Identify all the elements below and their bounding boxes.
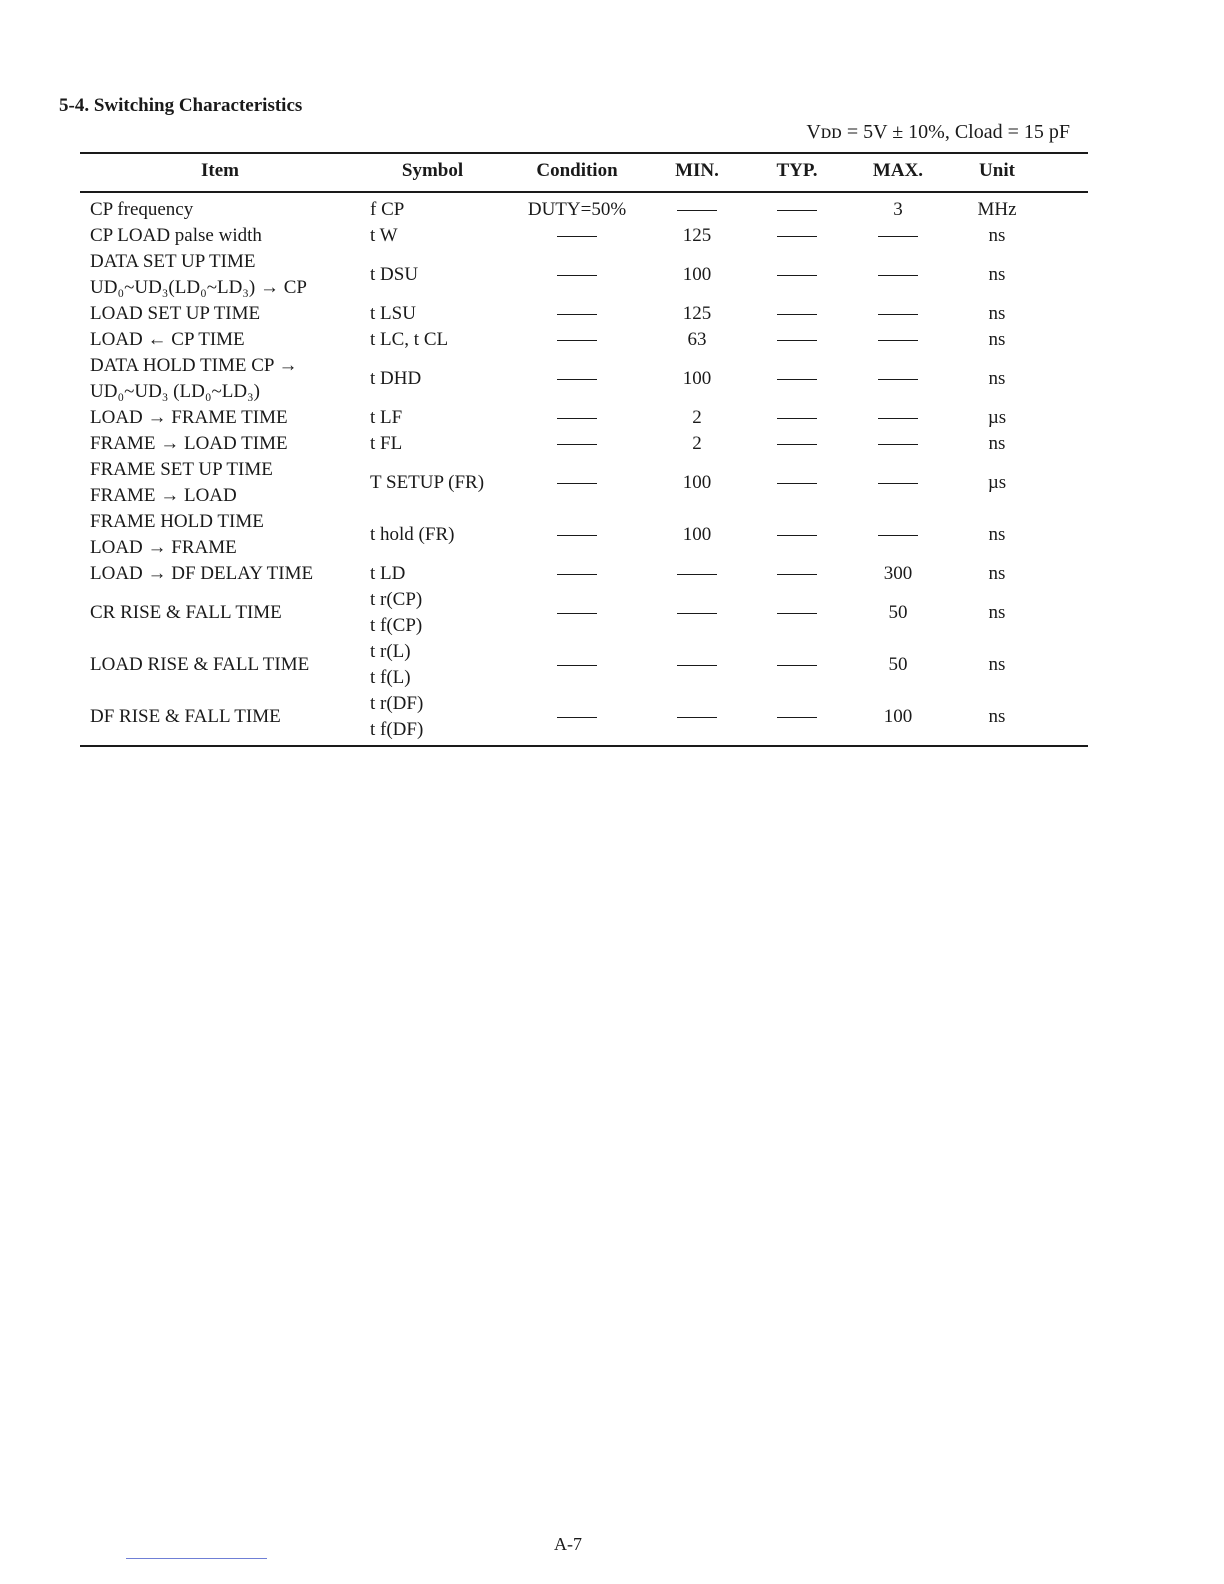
typ-cell-empty bbox=[757, 197, 837, 223]
max-cell-empty bbox=[858, 522, 938, 548]
condition-cell-empty bbox=[517, 262, 637, 288]
unit-cell: ns bbox=[988, 303, 1006, 324]
symbol-cell bbox=[370, 197, 404, 223]
empty-dash bbox=[557, 574, 597, 575]
typ-cell-empty bbox=[757, 600, 837, 626]
item-cell bbox=[90, 197, 193, 223]
empty-dash bbox=[777, 236, 817, 237]
min-cell: 100 bbox=[682, 524, 712, 545]
empty-dash bbox=[777, 418, 817, 419]
item-cell bbox=[90, 561, 313, 587]
min-cell: 2 bbox=[692, 407, 702, 428]
item-cell-line: UD₀~UD₃ (LD₀~LD₃) bbox=[90, 381, 260, 402]
unit-cell: MHz bbox=[977, 199, 1017, 220]
typ-cell-empty bbox=[757, 405, 837, 431]
symbol-cell-line: t f(DF) bbox=[370, 719, 424, 740]
page-number: A-7 bbox=[554, 1534, 582, 1554]
item-cell-line: LOAD SET UP TIME bbox=[90, 303, 261, 324]
item-cell bbox=[90, 301, 260, 327]
empty-dash bbox=[777, 340, 817, 341]
empty-dash bbox=[878, 444, 918, 445]
condition-cell-empty bbox=[517, 561, 637, 587]
unit-cell: µs bbox=[987, 472, 1007, 493]
item-cell bbox=[90, 327, 245, 353]
header-symbol: Symbol bbox=[401, 160, 464, 181]
symbol-cell-line: t DSU bbox=[370, 264, 419, 285]
empty-dash bbox=[878, 236, 918, 237]
symbol-cell-line: t LC, t CL bbox=[370, 329, 449, 350]
header-typ: TYP. bbox=[776, 160, 818, 181]
typ-cell-empty bbox=[757, 470, 837, 496]
empty-dash bbox=[878, 418, 918, 419]
empty-dash bbox=[677, 717, 717, 718]
unit-cell: ns bbox=[988, 563, 1006, 584]
empty-dash bbox=[878, 483, 918, 484]
unit-cell: ns bbox=[988, 264, 1006, 285]
symbol-cell-line: f CP bbox=[370, 199, 405, 220]
empty-dash bbox=[777, 210, 817, 211]
typ-cell-empty bbox=[757, 561, 837, 587]
max-cell: 100 bbox=[883, 706, 913, 727]
empty-dash bbox=[677, 574, 717, 575]
table-top-rule bbox=[80, 152, 1088, 154]
empty-dash bbox=[557, 535, 597, 536]
symbol-cell-line: t W bbox=[370, 225, 398, 246]
header-item: Item bbox=[201, 160, 239, 181]
max-cell: 50 bbox=[888, 602, 908, 623]
empty-dash bbox=[878, 535, 918, 536]
typ-cell-empty bbox=[757, 301, 837, 327]
empty-dash bbox=[777, 574, 817, 575]
empty-dash bbox=[557, 665, 597, 666]
symbol-cell bbox=[370, 405, 402, 431]
unit-cell: ns bbox=[988, 225, 1006, 246]
item-cell bbox=[90, 600, 282, 626]
typ-cell-empty bbox=[757, 366, 837, 392]
unit-cell: ns bbox=[988, 706, 1006, 727]
empty-dash bbox=[878, 379, 918, 380]
condition-cell-empty bbox=[517, 470, 637, 496]
symbol-cell-line: t r(CP) bbox=[370, 589, 423, 610]
item-cell-line: DATA HOLD TIME CP → bbox=[90, 355, 298, 376]
min-cell: 125 bbox=[682, 225, 712, 246]
empty-dash bbox=[777, 535, 817, 536]
empty-dash bbox=[878, 275, 918, 276]
item-cell bbox=[90, 249, 307, 301]
max-cell-empty bbox=[858, 301, 938, 327]
empty-dash bbox=[677, 613, 717, 614]
max-cell-empty bbox=[858, 223, 938, 249]
symbol-cell bbox=[370, 561, 405, 587]
symbol-cell bbox=[370, 470, 484, 496]
max-cell-empty bbox=[858, 470, 938, 496]
min-cell-empty bbox=[657, 197, 737, 223]
symbol-cell bbox=[370, 327, 448, 353]
item-cell-line: DF RISE & FALL TIME bbox=[90, 706, 281, 727]
empty-dash bbox=[878, 340, 918, 341]
unit-cell: ns bbox=[988, 654, 1006, 675]
max-cell-empty bbox=[858, 431, 938, 457]
max-cell-empty bbox=[858, 327, 938, 353]
unit-cell: ns bbox=[988, 524, 1006, 545]
empty-dash bbox=[557, 314, 597, 315]
empty-dash bbox=[777, 717, 817, 718]
min-cell-empty bbox=[657, 704, 737, 730]
symbol-cell bbox=[370, 431, 402, 457]
max-cell-empty bbox=[858, 262, 938, 288]
section-title: 5-4. Switching Characteristics bbox=[59, 95, 303, 116]
empty-dash bbox=[777, 665, 817, 666]
min-cell: 2 bbox=[692, 433, 702, 454]
symbol-cell-line: t hold (FR) bbox=[370, 524, 455, 545]
condition-cell-empty bbox=[517, 704, 637, 730]
empty-dash bbox=[557, 483, 597, 484]
condition-cell-empty bbox=[517, 405, 637, 431]
header-unit: Unit bbox=[979, 160, 1015, 181]
empty-dash bbox=[557, 418, 597, 419]
typ-cell-empty bbox=[757, 704, 837, 730]
test-conditions: Vᴅᴅ = 5V ± 10%, Cload = 15 pF bbox=[806, 121, 1070, 143]
item-cell bbox=[90, 652, 309, 678]
item-cell-line: LOAD RISE & FALL TIME bbox=[90, 654, 310, 675]
header-max: MAX. bbox=[872, 160, 924, 181]
item-cell bbox=[90, 509, 264, 561]
symbol-cell-line: t f(L) bbox=[370, 667, 411, 688]
item-cell-line: LOAD → FRAME TIME bbox=[90, 407, 288, 428]
unit-cell: ns bbox=[988, 602, 1006, 623]
empty-dash bbox=[557, 613, 597, 614]
symbol-cell-line: t FL bbox=[370, 433, 403, 454]
item-cell bbox=[90, 457, 273, 509]
symbol-cell-line: t LD bbox=[370, 563, 406, 584]
symbol-cell bbox=[370, 262, 418, 288]
symbol-cell-line: T SETUP (FR) bbox=[370, 472, 485, 493]
unit-cell: ns bbox=[988, 368, 1006, 389]
item-cell bbox=[90, 405, 288, 431]
min-cell: 100 bbox=[682, 264, 712, 285]
empty-dash bbox=[777, 613, 817, 614]
min-cell-empty bbox=[657, 652, 737, 678]
item-cell-line: CP LOAD palse width bbox=[90, 225, 262, 246]
max-cell-empty bbox=[858, 366, 938, 392]
max-cell-empty bbox=[858, 405, 938, 431]
max-cell: 3 bbox=[893, 199, 903, 220]
item-cell-line: LOAD → DF DELAY TIME bbox=[90, 563, 314, 584]
min-cell-empty bbox=[657, 561, 737, 587]
item-cell bbox=[90, 704, 281, 730]
min-cell: 125 bbox=[682, 303, 712, 324]
condition-cell-empty bbox=[517, 522, 637, 548]
condition-cell-empty bbox=[517, 652, 637, 678]
empty-dash bbox=[557, 379, 597, 380]
item-cell-line: CP frequency bbox=[90, 199, 194, 220]
item-cell-line: FRAME HOLD TIME bbox=[90, 511, 264, 532]
item-cell bbox=[90, 431, 288, 457]
typ-cell-empty bbox=[757, 431, 837, 457]
item-cell bbox=[90, 353, 298, 405]
typ-cell-empty bbox=[757, 327, 837, 353]
empty-dash bbox=[557, 236, 597, 237]
symbol-cell-line: t LF bbox=[370, 407, 403, 428]
item-cell-line: FRAME → LOAD bbox=[90, 485, 237, 506]
item-cell-line: CR RISE & FALL TIME bbox=[90, 602, 282, 623]
typ-cell-empty bbox=[757, 652, 837, 678]
item-cell-line: LOAD → FRAME bbox=[90, 537, 237, 558]
header-condition: Condition bbox=[536, 160, 618, 181]
condition-cell-empty bbox=[517, 301, 637, 327]
item-cell bbox=[90, 223, 262, 249]
empty-dash bbox=[557, 717, 597, 718]
typ-cell-empty bbox=[757, 223, 837, 249]
symbol-cell bbox=[370, 301, 416, 327]
condition-cell-empty bbox=[517, 327, 637, 353]
table-header-rule bbox=[80, 191, 1088, 193]
typ-cell-empty bbox=[757, 262, 837, 288]
condition-cell: DUTY=50% bbox=[527, 199, 627, 220]
symbol-cell-line: t r(L) bbox=[370, 641, 411, 662]
symbol-cell-line: t LSU bbox=[370, 303, 416, 324]
empty-dash bbox=[777, 483, 817, 484]
empty-dash bbox=[777, 444, 817, 445]
unit-cell: µs bbox=[987, 407, 1007, 428]
condition-cell-empty bbox=[517, 366, 637, 392]
header-min: MIN. bbox=[675, 160, 719, 181]
typ-cell-empty bbox=[757, 522, 837, 548]
symbol-cell bbox=[370, 223, 398, 249]
condition-cell-empty bbox=[517, 431, 637, 457]
symbol-cell-line: t DHD bbox=[370, 368, 422, 389]
empty-dash bbox=[777, 379, 817, 380]
footnote-rule bbox=[126, 1558, 267, 1559]
empty-dash bbox=[777, 275, 817, 276]
min-cell: 100 bbox=[682, 368, 712, 389]
symbol-cell bbox=[370, 639, 411, 691]
empty-dash bbox=[677, 665, 717, 666]
empty-dash bbox=[557, 340, 597, 341]
max-cell: 50 bbox=[888, 654, 908, 675]
empty-dash bbox=[557, 275, 597, 276]
unit-cell: ns bbox=[988, 433, 1006, 454]
unit-cell: ns bbox=[988, 329, 1006, 350]
condition-cell-empty bbox=[517, 600, 637, 626]
empty-dash bbox=[677, 210, 717, 211]
symbol-cell bbox=[370, 366, 421, 392]
empty-dash bbox=[878, 314, 918, 315]
table-bottom-rule bbox=[80, 745, 1088, 747]
max-cell: 300 bbox=[883, 563, 913, 584]
item-cell-line: UD₀~UD₃(LD₀~LD₃) → CP bbox=[90, 277, 307, 298]
empty-dash bbox=[777, 314, 817, 315]
item-cell-line: LOAD ← CP TIME bbox=[90, 329, 245, 350]
condition-cell-empty bbox=[517, 223, 637, 249]
item-cell-line: DATA SET UP TIME bbox=[90, 251, 256, 272]
symbol-cell bbox=[370, 587, 422, 639]
item-cell-line: FRAME → LOAD TIME bbox=[90, 433, 288, 454]
symbol-cell bbox=[370, 691, 423, 743]
empty-dash bbox=[557, 444, 597, 445]
symbol-cell bbox=[370, 522, 454, 548]
item-cell-line: FRAME SET UP TIME bbox=[90, 459, 273, 480]
symbol-cell-line: t r(DF) bbox=[370, 693, 424, 714]
min-cell-empty bbox=[657, 600, 737, 626]
min-cell: 63 bbox=[687, 329, 707, 350]
min-cell: 100 bbox=[682, 472, 712, 493]
symbol-cell-line: t f(CP) bbox=[370, 615, 423, 636]
